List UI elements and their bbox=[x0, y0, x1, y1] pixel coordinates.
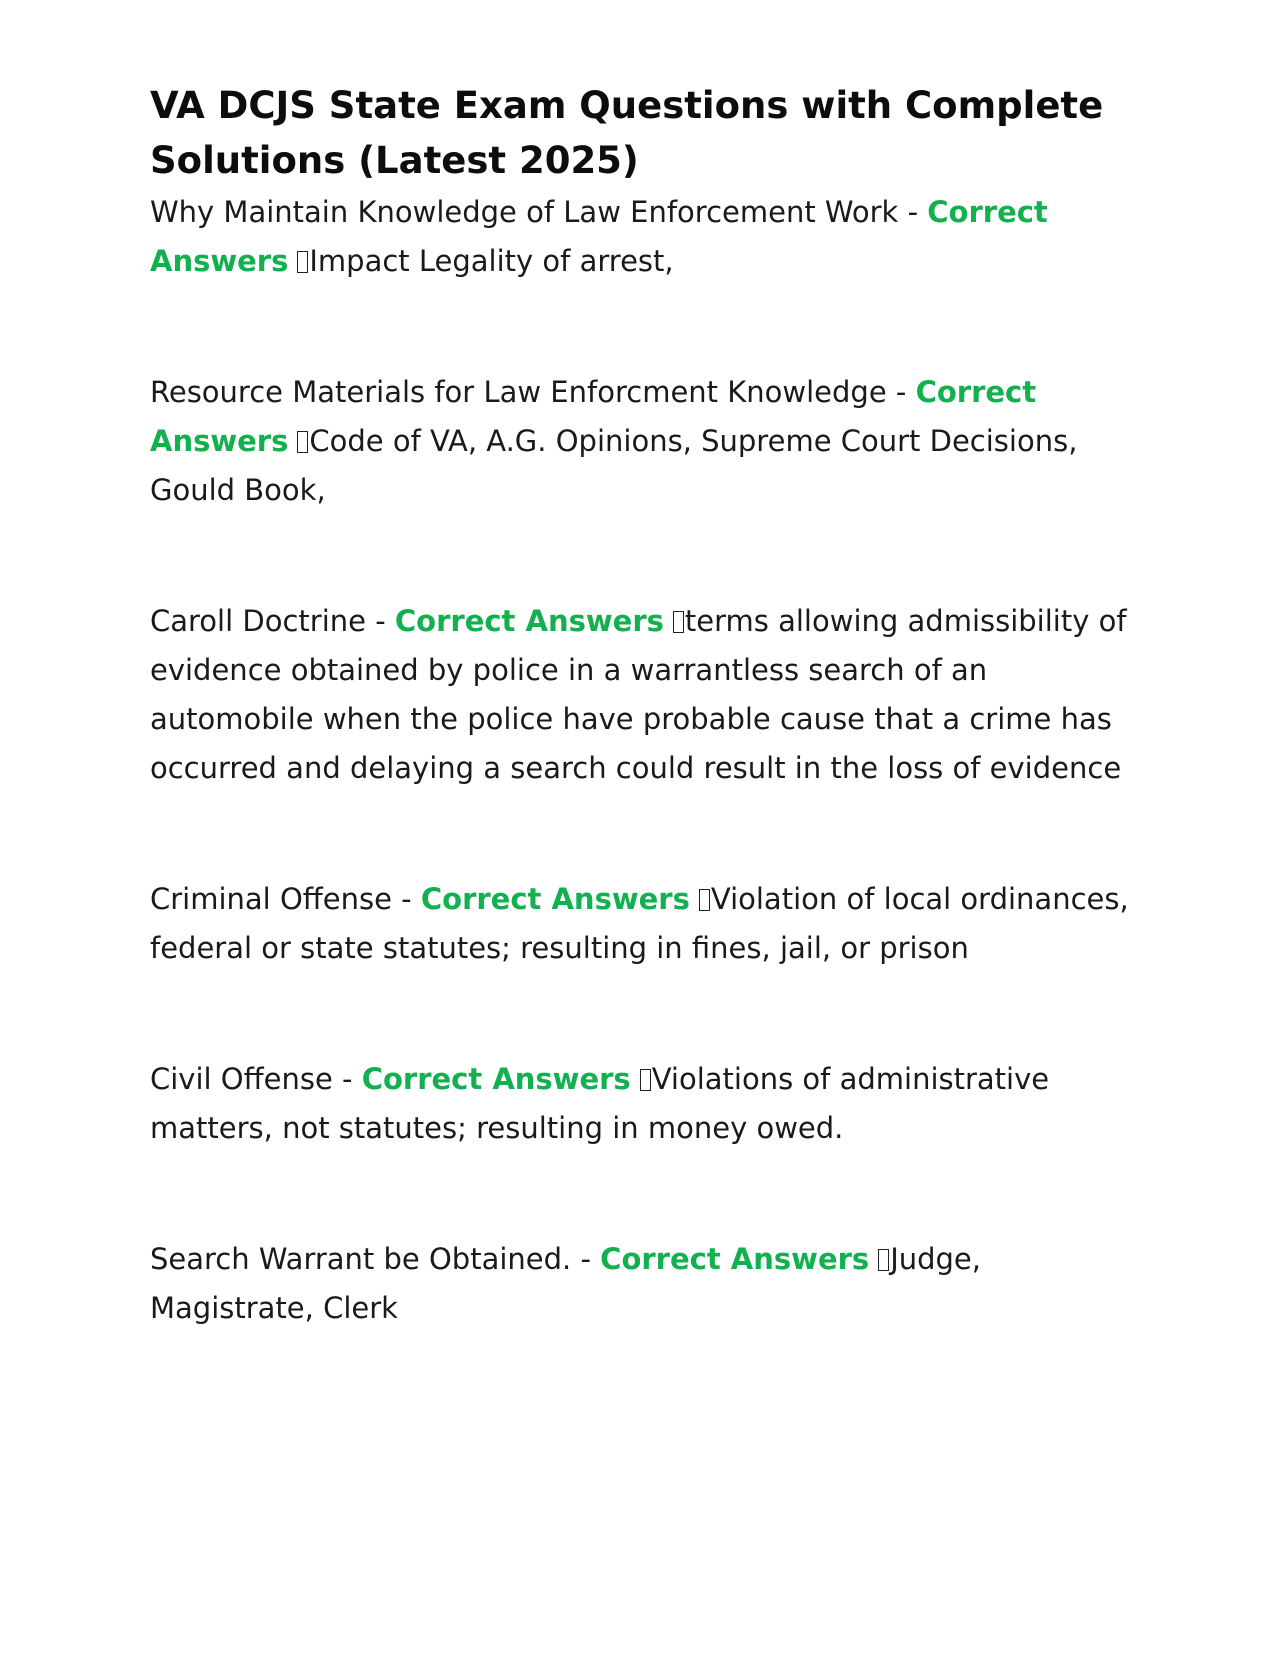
separator: - bbox=[365, 604, 395, 638]
answer-text: Violation of local ordinances, federal or state statutes; resulting in fines, jail, or prison bbox=[150, 882, 1129, 965]
missing-glyph-icon bbox=[297, 251, 308, 273]
missing-glyph-icon bbox=[673, 611, 684, 633]
question-text: Caroll Doctrine bbox=[150, 604, 366, 638]
separator: - bbox=[886, 375, 916, 409]
qa-item bbox=[150, 1055, 1150, 1153]
missing-glyph-icon bbox=[640, 1069, 651, 1091]
separator: - bbox=[391, 882, 421, 916]
qa-item bbox=[150, 1235, 1150, 1333]
qa-item bbox=[150, 368, 1150, 515]
answer-text: Impact Legality of arrest, bbox=[309, 244, 674, 278]
separator: - bbox=[898, 195, 928, 229]
answer-text: Code of VA, A.G. Opinions, Supreme Court Decisions, Gould Book, bbox=[150, 424, 1078, 507]
answer-text: Violations of administrative matters, not statutes; resulting in money owed. bbox=[150, 1062, 1050, 1145]
qa-item bbox=[150, 875, 1150, 973]
answer-text: terms allowing admissibility of evidence obtained by police in a warrantless search of an automobile when the police have probable cause that a crime has occurred and delaying a search could result in the loss of evidence bbox=[150, 604, 1127, 785]
question-text: Criminal Offense bbox=[150, 882, 392, 916]
question-text: Search Warrant be Obtained. bbox=[150, 1242, 572, 1276]
correct-answers-label: Correct Answers bbox=[394, 604, 664, 638]
separator: - bbox=[571, 1242, 601, 1276]
answer-text: Judge, Magistrate, Clerk bbox=[150, 1242, 981, 1325]
missing-glyph-icon bbox=[878, 1249, 889, 1271]
correct-answers-label: Correct Answers bbox=[150, 375, 1037, 458]
correct-answers-label: Correct Answers bbox=[600, 1242, 870, 1276]
separator: - bbox=[332, 1062, 362, 1096]
correct-answers-label: Correct Answers bbox=[361, 1062, 631, 1096]
missing-glyph-icon bbox=[699, 889, 710, 911]
question-text: Why Maintain Knowledge of Law Enforcement Work bbox=[150, 195, 899, 229]
question-text: Civil Offense bbox=[150, 1062, 333, 1096]
question-text: Resource Materials for Law Enforcment Knowledge bbox=[150, 375, 887, 409]
qa-item bbox=[150, 597, 1150, 793]
qa-item bbox=[150, 188, 1150, 286]
missing-glyph-icon bbox=[297, 431, 308, 453]
correct-answers-label: Correct Answers bbox=[420, 882, 690, 916]
document-title: VA DCJS State Exam Questions with Complete Solutions (Latest 2025) bbox=[150, 84, 1104, 182]
correct-answers-label: Correct Answers bbox=[150, 195, 1048, 278]
